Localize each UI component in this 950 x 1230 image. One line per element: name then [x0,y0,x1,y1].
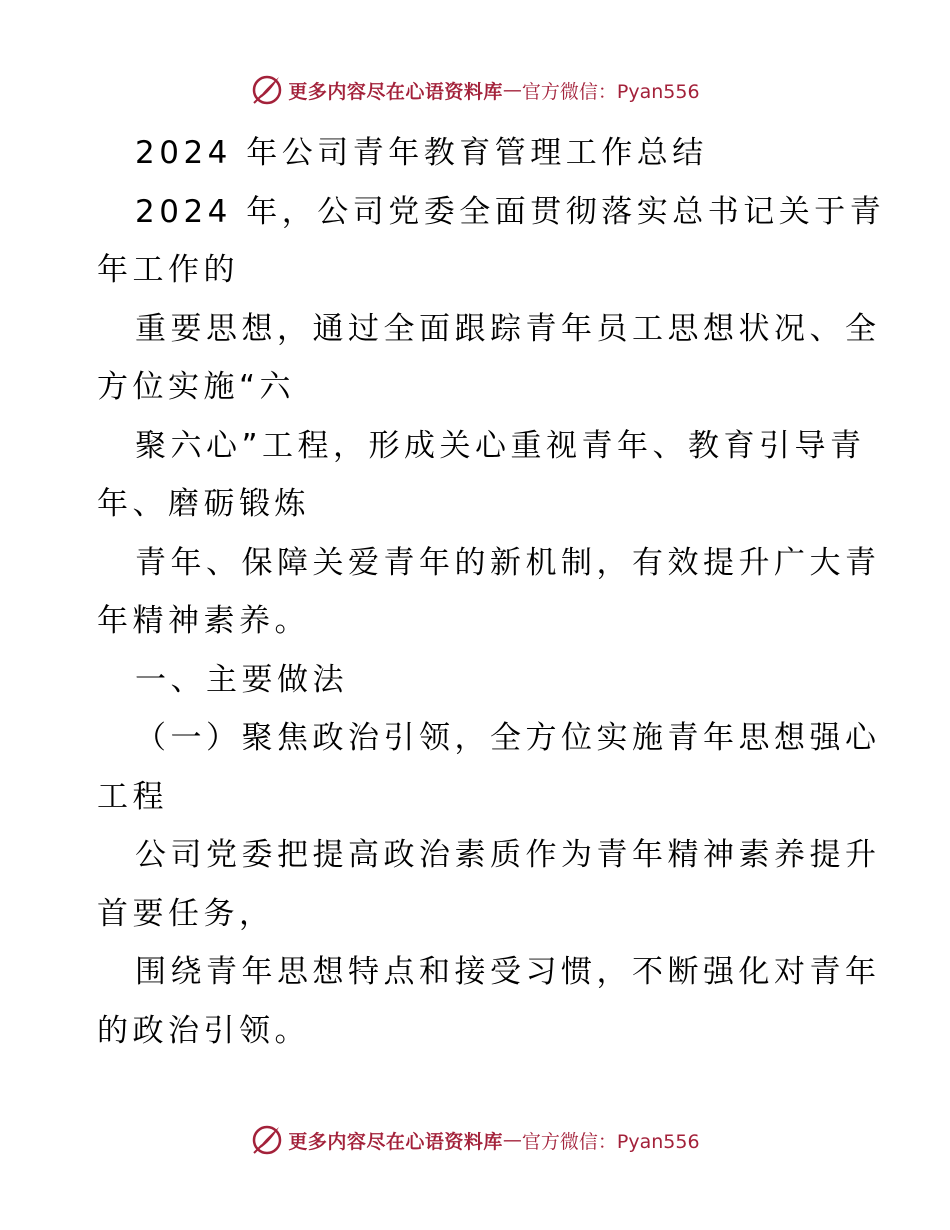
quill-logo-icon [250,1123,284,1157]
watermark-text: 更多内容尽在心语资料库 [288,80,503,103]
paragraph-line: 2024 年，公司党委全面贯彻落实总书记关于青 [135,193,886,230]
document-title: 2024 年公司青年教育管理工作总结 [135,135,708,171]
watermark-text: 更多内容尽在心语资料库 [288,1130,503,1153]
quill-logo-icon [250,73,284,107]
paragraph-line: 方位实施“六 [97,369,296,405]
watermark-separator: — [502,79,522,101]
watermark-suffix: 官方微信：Pyan556 [521,1130,700,1153]
paragraph-line: 公司党委把提高政治素质作为青年精神素养提升 [135,837,881,873]
paragraph-line: 年工作的 [97,252,239,288]
paragraph-line: 首要任务， [97,895,275,932]
paragraph-line: 围绕青年思想特点和接受习惯，不断强化对青年 [135,954,881,990]
paragraph-line: 年、磨砺锻炼 [97,486,310,522]
paragraph-line: 年精神素养。 [97,603,310,639]
header-watermark [0,72,950,108]
paragraph-line: 青年、保障关爱青年的新机制，有效提升广大青 [135,544,881,581]
paragraph-line: 重要思想，通过全面跟踪青年员工思想状况、全 [135,310,881,347]
document-body [97,124,886,1060]
watermark-separator: — [502,1129,522,1151]
subsection-heading: （一）聚焦政治引领，全方位实施青年思想强心 [135,720,881,756]
subsection-heading-cont: 工程 [97,778,168,815]
paragraph-line: 聚六心”工程，形成关心重视青年、教育引导青 [135,427,866,464]
watermark-suffix: 官方微信：Pyan556 [521,80,700,103]
section-heading: 一、主要做法 [135,661,348,698]
footer-watermark [0,1122,950,1158]
paragraph-line: 的政治引领。 [97,1012,310,1049]
